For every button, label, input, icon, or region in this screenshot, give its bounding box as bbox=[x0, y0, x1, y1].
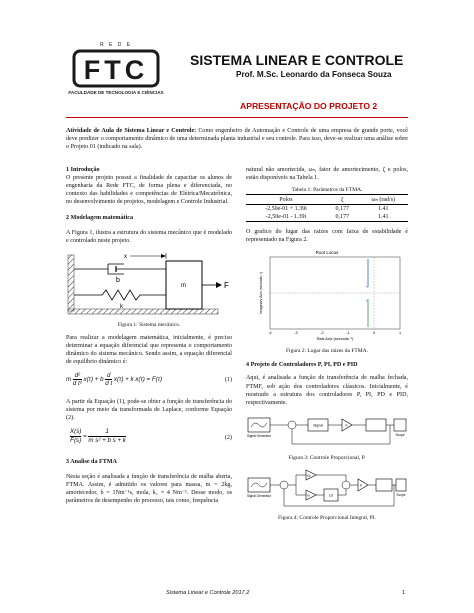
logo-network-text: R E D E bbox=[99, 42, 133, 48]
block-label: Scope bbox=[396, 492, 406, 497]
root-locus-text: O grafico do lugar das raizes com faixa de estabilidade é representado na Figura 2. bbox=[246, 229, 408, 244]
section-2-text: A Figura 1, ilustra a estrutura do sistema mecânico que é modelado e controlado neste projeto. bbox=[66, 229, 232, 244]
section-2-text-3: A partir da Equação (1), pode-se obter a função de transferência do sistema por meio da transformada de Laplace, conforme Equação (2). bbox=[66, 399, 232, 422]
x-tick-label: -3 bbox=[294, 331, 298, 336]
block-label: K bbox=[360, 483, 363, 488]
table-1-caption: Tabela 1: Parâmetros da FTMA. bbox=[291, 187, 363, 194]
x-tick-label: -1 bbox=[346, 331, 350, 336]
section-4-text: Aqui, é analisada a função de transferência de malha fechada, FTMF, sob ação dos controladores clássicos. Inicialmente, é mostrado a estrutura dos controladores P, PI, PD e PID, respectivamente. bbox=[246, 375, 408, 406]
figure-3-caption: Figura 3: Controle Proporcional, P. bbox=[288, 454, 366, 461]
table-row bbox=[246, 205, 408, 214]
section-4-title: 4 Projeto de Controladores P, PI, PD e PID bbox=[246, 362, 358, 369]
section-1-title: 1 Introdução bbox=[66, 167, 100, 173]
block-label: Signal Generator bbox=[246, 493, 272, 498]
section-1-text: O presente projeto possui a finalidade de capacitar os alunos de engenharia da Rede FTC, de forma plena e diferenciada, no contexto das habilidades e competências de Elétrica/Mecatrônica, no desenvolvimento de projetos, modelagem e Controle Industrial. bbox=[66, 175, 232, 206]
project-subtitle: APRESENTAÇÃO DO PROJETO 2 bbox=[240, 101, 378, 111]
plot-title: Root Locus bbox=[315, 250, 339, 256]
table-cell: 1.41 bbox=[378, 206, 389, 213]
block-label: Signal bbox=[313, 423, 323, 428]
root-locus-plot bbox=[246, 247, 408, 343]
equation-1-body: m $\frac{\text{d²}}{\text{d t²}}$ x(τ) + b $\frac{d}{\text{d t}}$ x(τ) + k x(τ) = F(τ) bbox=[66, 372, 163, 388]
logo bbox=[66, 42, 166, 104]
table-header: Polos bbox=[279, 196, 293, 203]
label-F: F bbox=[224, 280, 229, 290]
equation-2-body: $\frac{X(s)}{F(s)}$ = $\frac{1}{\text{m s² + b s + k}}$ bbox=[70, 428, 126, 445]
p-controller-diagram bbox=[246, 412, 408, 450]
figure-4 bbox=[246, 466, 408, 522]
logo-letters: FTC bbox=[83, 55, 149, 85]
section-2-text-2: Para realizar a modelagem matemática, inicialmente, é preciso determinar a equação diferencial que representa o comportamento dinâmico do sistema mecânico. Sendo assim, a equação diferencial de equilíbrio dinâmico é: bbox=[66, 334, 232, 366]
table-cell: 0,177 bbox=[335, 214, 349, 221]
x-tick-label: -2 bbox=[320, 331, 324, 336]
right-column bbox=[246, 166, 408, 522]
ftma-continued-text: natural não amortecida, ωₙ, fator de amortecimento, ζ e polos, estão disponíveis na Tabela 1. bbox=[246, 167, 408, 182]
table-row bbox=[246, 213, 408, 222]
parameters-table bbox=[246, 194, 408, 222]
equation-2-number: (2) bbox=[224, 435, 232, 442]
page-number: 1 bbox=[402, 590, 406, 596]
section-3-text: Nesta seção é analisada a função de transferência de malha aberta, FTMA. Assim, é admitido os valores para massa, m = 2kg, amortecedor, b = 1Nm⁻¹s, mola, k₁ = 4 Nm⁻¹. Desse modo, os parâmetros de desempenho do processo, tais como, frequência bbox=[66, 473, 232, 504]
block-label: Signal Generator bbox=[246, 433, 272, 438]
figure-2 bbox=[246, 247, 408, 355]
left-column bbox=[66, 166, 232, 505]
figure-2-caption: Figura 2: Lugar das raizes da FTMA. bbox=[285, 348, 369, 355]
table-header: ζ bbox=[341, 196, 344, 203]
x-tick-label: -4 bbox=[268, 331, 272, 336]
section-3-title: 3 Analise da FTMA bbox=[66, 459, 117, 466]
label-b: b bbox=[116, 276, 120, 284]
block-label: Kp bbox=[307, 473, 311, 478]
x-tick-label: 0 bbox=[372, 331, 376, 336]
y-axis-label: Imaginary Axis (seconds⁻¹) bbox=[259, 272, 263, 315]
logo-caption: FACULDADE DE TECNOLOGIA E CIÊNCIAS bbox=[68, 90, 164, 95]
svg-text:×: × bbox=[365, 284, 368, 290]
equation-1 bbox=[66, 369, 232, 393]
label-x: x bbox=[124, 253, 127, 260]
x-tick-label: 1 bbox=[398, 331, 402, 336]
figure-3 bbox=[246, 412, 408, 462]
block-label: Scope bbox=[395, 432, 405, 437]
block-label: 1/s bbox=[328, 493, 334, 498]
table-header: ωₙ (rad/s) bbox=[371, 197, 396, 204]
equation-2 bbox=[66, 426, 232, 450]
footer-course: Sistema Linear e Controle 2017.2 bbox=[166, 590, 250, 596]
pi-controller-diagram bbox=[246, 466, 408, 510]
author-line: Prof. M.Sc. Leonardo da Fonseca Souza bbox=[236, 70, 392, 79]
equation-1-number: (1) bbox=[224, 377, 232, 384]
block-label: Ki bbox=[307, 493, 310, 498]
header-rule bbox=[66, 117, 408, 118]
label-k: k bbox=[120, 303, 123, 310]
mechanical-system-diagram bbox=[66, 249, 232, 317]
table-cell: -2,50e-01 + 1.39i bbox=[265, 206, 307, 213]
svg-text:×: × bbox=[365, 298, 368, 304]
x-ticks bbox=[268, 331, 401, 335]
label-m: m bbox=[181, 282, 186, 289]
figure-1-caption: Figura 1: Sistema mecânico. bbox=[117, 321, 181, 328]
block-label: K bbox=[345, 423, 348, 428]
page-title: SISTEMA LINEAR E CONTROLE bbox=[190, 52, 404, 68]
figure-4-caption: Figura 4: Controle Proporcional Integral, PI. bbox=[278, 514, 376, 521]
table-cell: 0,177 bbox=[335, 206, 349, 213]
logo-mark bbox=[66, 48, 166, 90]
table-cell: -2,50e-01 - 1.39i bbox=[265, 214, 307, 221]
x-axis-label: Real Axis (seconds⁻¹) bbox=[316, 337, 354, 342]
intro-lead: Atividade de Aula de Sistema Linear e Controle: bbox=[66, 128, 197, 134]
figure-1 bbox=[66, 249, 232, 329]
table-cell: 1.41 bbox=[378, 214, 389, 221]
intro-text: Como engenheiro de Automação e Controle de uma empresa de grande porte, você deve predizer o comportamento dinâmico de uma determinada planta industrial e seu controle. Para isso, deve-se realizar uma análise sobre o Projeto 01 (indicado na sala). bbox=[66, 128, 408, 151]
section-2-title: 2 Modelagem matemática bbox=[66, 215, 134, 222]
intro-paragraph bbox=[66, 127, 408, 151]
